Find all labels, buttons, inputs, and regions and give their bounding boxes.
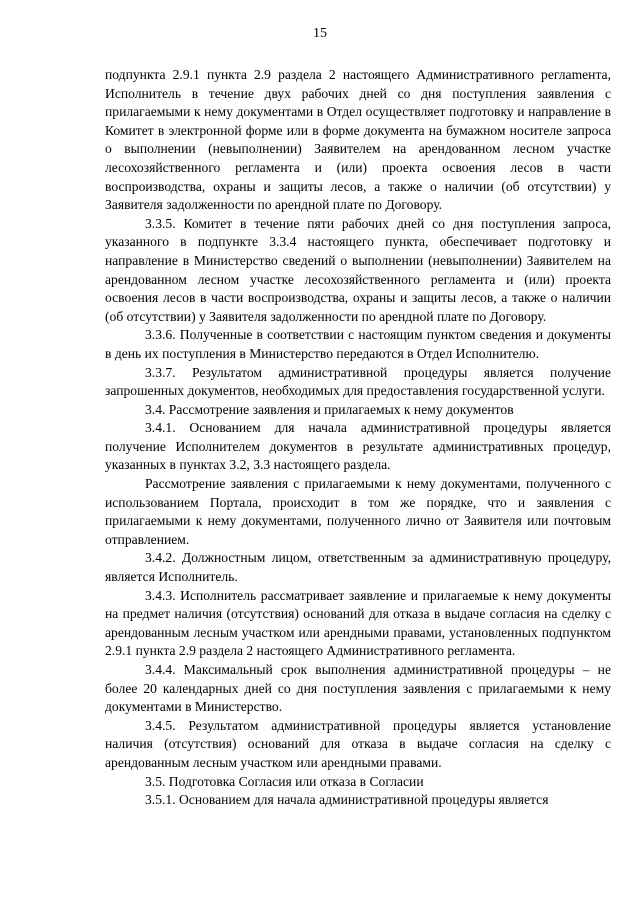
paragraph-3-5-1: 3.5.1. Основанием для начала административной процедуры является (145, 792, 549, 808)
paragraph-3-4-4: 3.4.4. Максимальный срок выполнения административной процедуры – не более 20 календарных дней со дня поступления заявления с прилагаемыми к нему документами в Министерство. (105, 662, 611, 715)
paragraph-3-3-5: 3.3.5. Комитет в течение пяти рабочих дней со дня поступления запроса, указанного в подпункте 3.3.4 настоящего пункта, обеспечивает подготовку и направление в Министерство сведений о выполнении (невыполнении) Заявителем на арендованном лесном участке лесохозяйственного регламента и (или) проекта освоения лесов в части воспроизводства, охраны и защиты лесов, а также о наличии (об отсутствии) у Заявителя задолженности по арендной плате по Договору. (105, 215, 611, 324)
paragraph-3-4-1: 3.4.1. Основанием для начала административной процедуры является получение Исполнителем документов в результате административных процедур, указанных в пунктах 3.2, 3.3 настоящего раздела. (105, 420, 611, 473)
paragraph-continuation: подпункта 2.9.1 пункта 2.9 раздела 2 настоящего Административного реглаmента, Исполнитель в течение двух рабочих дней со дня поступления заявления с прилагаемыми к нему документами в Отдел осуществляет подготовку и направление в Комитет в электронной форме или в форме документа на бумажном носителе запроса о выполнении (невыполнении) Заявителем на арендованном лесном участке лесохозяйственного регламента и (или) проекта освоения лесов в части воспроизводства, охраны и защиты лесов, а также о наличии (об отсутствии) у Заявителя задолженности по арендной плате по Договору. (105, 67, 611, 213)
section-heading-3-4: 3.4. Рассмотрение заявления и прилагаемых к нему документов (145, 401, 514, 417)
paragraph-3-4-3: 3.4.3. Исполнитель рассматривает заявление и прилагаемые к нему документы на предмет наличия (отсутствия) оснований для отказа в выдаче согласия на сделку с арендованным лесным участком или арендными правами, установленных подпунктом 2.9.1 пункта 2.9 раздела 2 настоящего Административного регламента. (105, 587, 611, 659)
document-body (105, 66, 611, 810)
paragraph-3-3-7: 3.3.7. Результатом административной процедуры является получение запрошенных документов, необходимых для предоставления государственной услуги. (105, 364, 611, 399)
paragraph-3-4-5: 3.4.5. Результатом административной процедуры является установление наличия (отсутствия) оснований для отказа в выдаче согласия на сделку с арендованным лесным участком или арендными правами. (105, 717, 611, 770)
paragraph-3-3-6: 3.3.6. Полученные в соответствии с настоящим пунктом сведения и документы в день их поступления в Министерство передаются в Отдел Исполнителю. (105, 327, 611, 361)
section-heading-3-5: 3.5. Подготовка Согласия или отказа в Согласии (145, 773, 424, 789)
paragraph-3-4-2: 3.4.2. Должностным лицом, ответственным за административную процедуру, является Исполнитель. (105, 550, 611, 585)
page-number: 15 (313, 26, 327, 41)
paragraph-portal-review: Рассмотрение заявления с прилагаемыми к нему документами, полученного с использованием Портала, происходит в том же порядке, что и заявления с прилагаемыми к нему документами, полученного лично от Заявителя или почтовым отправлением. (105, 476, 611, 547)
